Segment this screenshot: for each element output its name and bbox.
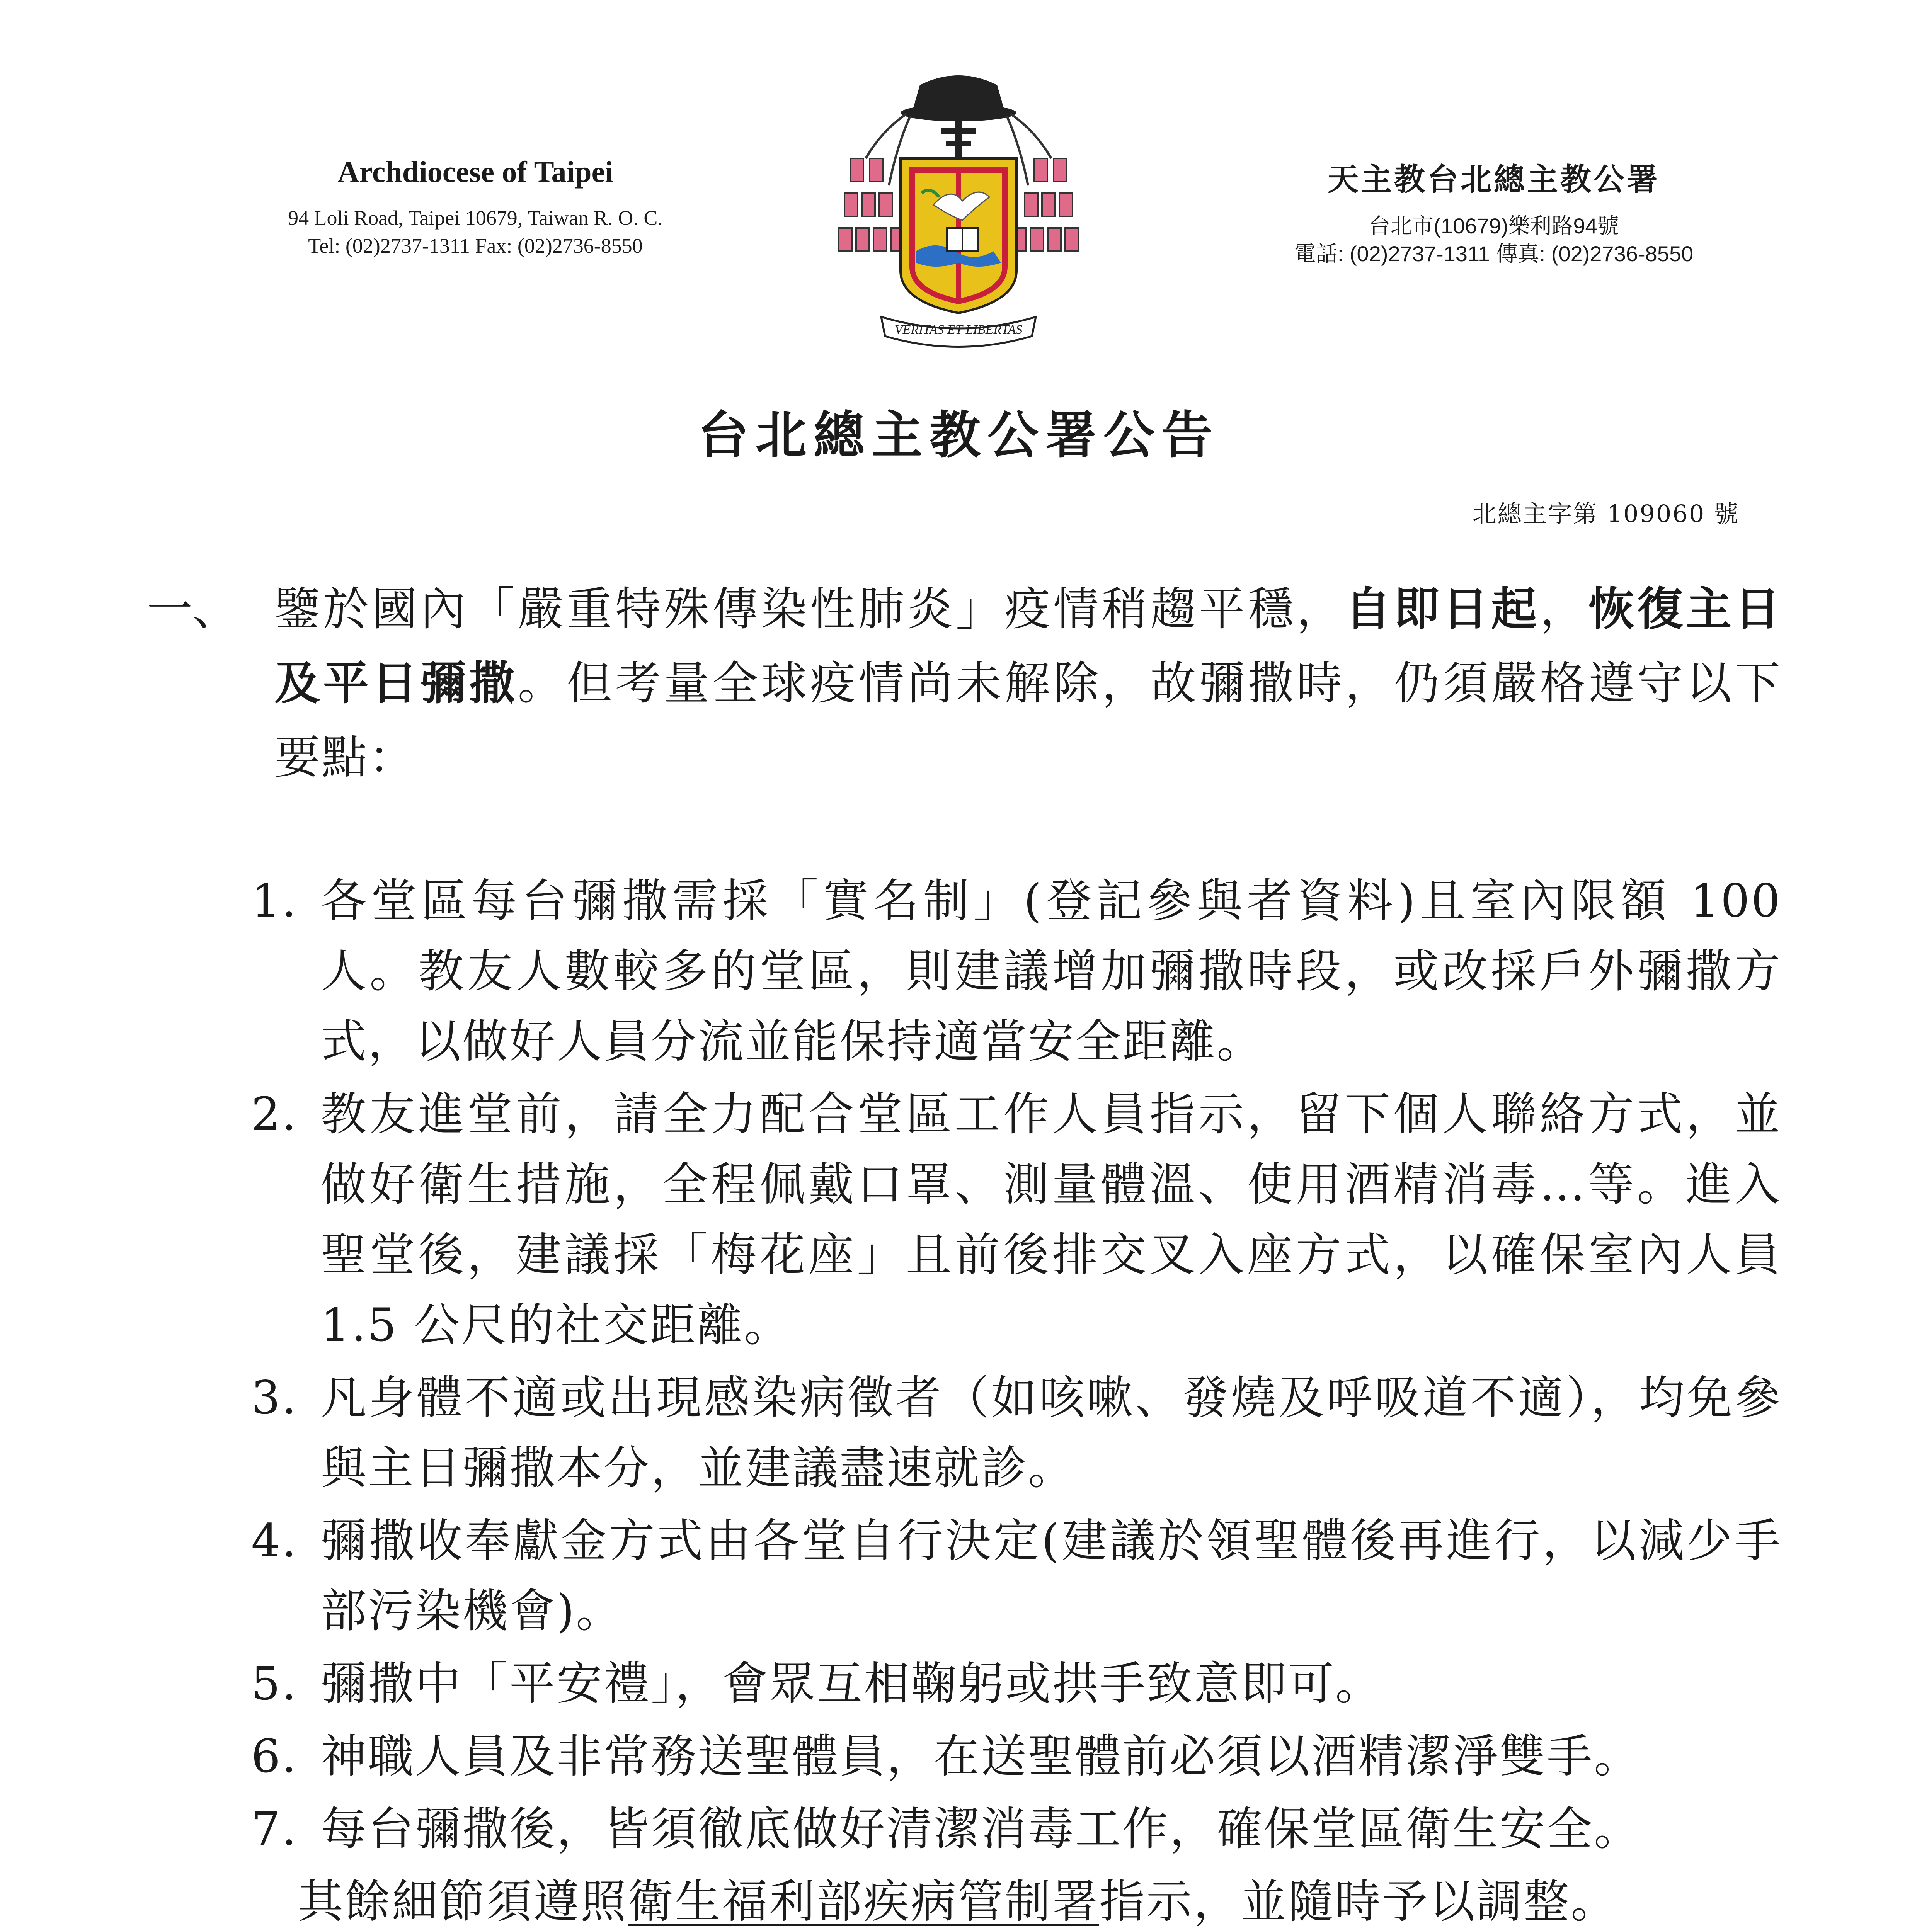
section-number: 一、 [147, 582, 238, 636]
list-item-number: 4. [251, 1514, 298, 1567]
followup-text-before: 其餘細節須遵照 [298, 1875, 628, 1928]
organization-name-chinese: 天主教台北總主教公署 [1328, 161, 1660, 197]
document-title: 台北總主教公署公告 [698, 405, 1219, 465]
list-item [251, 1505, 1782, 1646]
list-item-number: 2. [251, 1087, 298, 1141]
list-item-text: 神職人員及非常務送聖體員，在送聖體前必須以酒精潔淨雙手。 [321, 1730, 1641, 1783]
list-item-text: 彌撒收奉獻金方式由各堂自行決定(建議於領聖體後再進行，以減少手部污染機會)。 [321, 1514, 1782, 1638]
document-number: 北總主字第 109060 號 [1472, 500, 1739, 528]
list-item [251, 1362, 1782, 1503]
list-item-text: 各堂區每台彌撒需採「實名制」(登記參與者資料)且室內限額 100 人。教友人數較多的堂區，則建議增加彌撒時段，或改採戶外彌撒方式，以做好人員分流並能保持適當安全距離。 [321, 874, 1782, 1068]
list-item [251, 1079, 1782, 1360]
section-one-text-a: 鑒於國內「嚴重特殊傳染性肺炎」疫情稍趨平穩， [274, 582, 1345, 636]
followup-note [251, 1866, 1782, 1932]
guideline-list [251, 866, 1782, 1932]
list-item-number: 7. [251, 1802, 298, 1855]
section-one-emphasis-b: 恢復主日及平日彌撒 [274, 582, 1782, 710]
address-chinese: 台北市(10679)樂利路94號 [1369, 214, 1619, 238]
list-item-text: 凡身體不適或出現感染病徵者（如咳嗽、發燒及呼吸道不適），均免參與主日彌撒本分，並建議盡速就診。 [321, 1371, 1782, 1495]
list-item-text: 每台彌撒後，皆須徹底做好清潔消毒工作，確保堂區衛生安全。 [321, 1802, 1641, 1855]
list-item [251, 1648, 1782, 1719]
address-english: 94 Loli Road, Taipei 10679, Taiwan R. O. C. [288, 206, 663, 230]
section-one [147, 572, 1782, 794]
section-one-text-b: ， [1540, 582, 1589, 636]
agency-name: 衛生福利部疾病管制署 [628, 1875, 1100, 1928]
list-item [251, 1721, 1782, 1791]
list-item-text: 教友進堂前，請全力配合堂區工作人員指示，留下個人聯絡方式，並做好衛生措施，全程佩戴口罩、測量體溫、使用酒精消毒…等。進入聖堂後，建議採「梅花座」且前後排交叉入座方式，以確保室內人員 1.5 公尺的社交距離。 [321, 1087, 1782, 1352]
crest-motto: VERITAS ET LIBERTAS [894, 323, 1023, 337]
section-one-text-c: 。但考量全球疫情尚未解除，故彌撒時，仍須嚴格遵守以下要點： [274, 656, 1782, 784]
list-item-text: 彌撒中「平安禮」，會眾互相鞠躬或拱手致意即可。 [321, 1657, 1383, 1710]
phone-fax-chinese: 電話: (02)2737-1311 傳真: (02)2736-8550 [1294, 242, 1694, 266]
section-one-text [274, 572, 1782, 794]
followup-text-after: 指示，並隨時予以調整。 [1099, 1875, 1618, 1928]
list-item-number: 3. [251, 1371, 298, 1424]
letterhead-english [186, 155, 765, 260]
list-item-number: 1. [251, 874, 298, 927]
letterhead-chinese [1214, 155, 1774, 268]
list-item [251, 866, 1782, 1077]
organization-name-english: Archdiocese of Taipei [337, 155, 613, 189]
list-item-number: 6. [251, 1730, 298, 1783]
section-one-emphasis-a: 自即日起 [1345, 582, 1540, 636]
phone-fax-english: Tel: (02)2737-1311 Fax: (02)2736-8550 [308, 234, 643, 257]
list-item [251, 1794, 1782, 1864]
archdiocese-crest-icon [823, 70, 1094, 348]
list-item-number: 5. [251, 1657, 298, 1710]
